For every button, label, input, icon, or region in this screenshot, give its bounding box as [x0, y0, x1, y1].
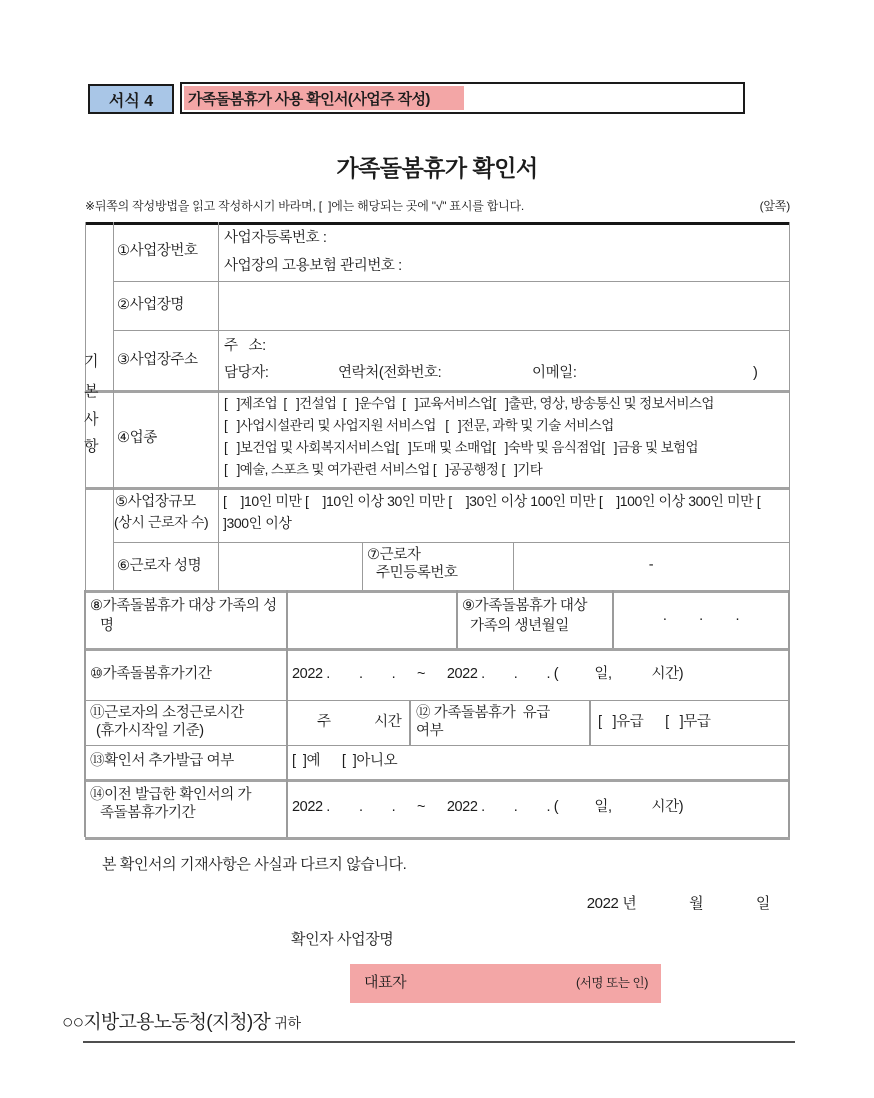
- worker-name-field[interactable]: [219, 543, 362, 589]
- form-title-highlight: [184, 86, 464, 110]
- form-number-tag: [88, 84, 174, 114]
- resident-number-field[interactable]: -: [648, 557, 654, 573]
- phone-field[interactable]: 연락처(전화번호:: [338, 365, 442, 381]
- family-member-name-field[interactable]: [288, 592, 456, 647]
- table-border: [85, 837, 790, 840]
- table-border: [85, 648, 790, 651]
- row10-label: ⑩가족돌봄휴가기간: [90, 666, 212, 682]
- instruction-note: ※뒤쪽의 작성방법을 읽고 작성하시기 바라며, [ ]에는 해당되는 곳에 "√" 표시를 합니다.: [85, 199, 525, 213]
- form-title-text: 가족돌봄휴가 사용 확인서(사업주 작성): [188, 90, 430, 108]
- additional-issue-options[interactable]: [ ]예 [ ]아니오: [292, 753, 398, 769]
- page-side-label: (앞쪽): [759, 199, 790, 213]
- employment-insurance-number-field[interactable]: 사업장의 고용보험 관리번호 :: [224, 258, 402, 274]
- row6-label: ⑥근로자 성명: [117, 558, 202, 574]
- industry-options-line2[interactable]: [ ]사업시설관리 및 사업지원 서비스업 [ ]전문, 과학 및 기술 서비스업: [224, 418, 614, 433]
- table-border: [85, 222, 86, 590]
- truth-statement: 본 확인서의 기재사항은 사실과 다르지 않습니다.: [102, 856, 407, 873]
- leave-period-field[interactable]: 2022 . . . ~ 2022 . . . ( 일, 시간): [292, 666, 684, 682]
- representative-sign-area[interactable]: [350, 964, 661, 1003]
- row7-label-line2: 주민등록번호: [376, 565, 458, 581]
- industry-options-line1[interactable]: [ ]제조업 [ ]건설업 [ ]운수업 [ ]교육서비스업[ ]출판, 영상, 방송통신 및 정보서비스업: [224, 396, 714, 411]
- bottom-rule: [83, 1041, 795, 1043]
- table-border: [113, 222, 114, 590]
- manager-field[interactable]: 담당자:: [224, 365, 269, 381]
- row9-label-line2: 가족의 생년월일: [470, 618, 569, 634]
- form-number-label: 서식 4: [108, 92, 154, 110]
- table-border: [84, 590, 86, 837]
- table-border: [456, 590, 458, 648]
- row9-label-line1: ⑨가족돌봄휴가 대상: [462, 598, 588, 614]
- section-label-char: 사: [83, 411, 99, 428]
- size-options-line1[interactable]: [ ]10인 미만 [ ]10인 이상 30인 미만 [ ]30인 이상 100인 미만 [ ]100인 이상 300인 미만 [: [223, 493, 761, 509]
- table-border: [362, 542, 363, 590]
- table-border: [113, 330, 790, 331]
- table-border: [85, 222, 790, 225]
- table-border: [589, 700, 591, 745]
- workplace-name-field[interactable]: [219, 282, 789, 329]
- row8-label-line1: ⑧가족돌봄휴가 대상 가족의 성: [90, 598, 277, 614]
- size-options-line2[interactable]: ]300인 이상: [223, 515, 292, 531]
- representative-label: 대표자: [364, 974, 407, 991]
- table-border: [85, 390, 790, 393]
- recipient-honorific: 귀하: [274, 1015, 301, 1031]
- page-title: 가족돌봄휴가 확인서: [336, 155, 538, 181]
- table-border: [218, 222, 219, 590]
- row8-label-line2: 명: [100, 618, 114, 634]
- birth-date-field[interactable]: . . .: [662, 608, 740, 624]
- row11-label-line2: (휴가시작일 기준): [96, 723, 204, 739]
- row7-label-line1: ⑦근로자: [367, 547, 421, 563]
- recipient-name: ○○지방고용노동청(지청)장: [62, 1012, 270, 1033]
- table-border: [788, 590, 790, 837]
- weekly-hours-field[interactable]: 주 시간: [317, 714, 402, 730]
- date-line[interactable]: 2022 년 월 일: [586, 895, 770, 912]
- paren-close: ): [753, 365, 758, 381]
- table-border: [409, 700, 411, 745]
- form-title-box: [180, 82, 745, 114]
- previous-leave-period-field[interactable]: 2022 . . . ~ 2022 . . . ( 일, 시간): [292, 799, 684, 815]
- table-border: [85, 745, 790, 746]
- row11-label-line1: ⑪근로자의 소정근로시간: [90, 705, 244, 721]
- row13-label: ⑬확인서 추가발급 여부: [90, 753, 234, 769]
- section-label-char: 본: [83, 383, 99, 400]
- section-label-char: 기: [83, 353, 99, 370]
- recipient-line: [62, 1007, 301, 1034]
- row5-label-line2: (상시 근로자 수): [114, 514, 209, 530]
- table-border: [85, 700, 790, 701]
- row5-label-line1: ⑤사업장규모: [115, 494, 196, 510]
- table-border: [85, 779, 790, 782]
- row3-label: ③사업장주소: [117, 352, 198, 368]
- industry-options-line4[interactable]: [ ]예술, 스포츠 및 여가관련 서비스업 [ ]공공행정 [ ]기타: [224, 462, 543, 477]
- row14-label-line1: ⑭이전 발급한 확인서의 가: [90, 787, 252, 803]
- row4-label: ④업종: [117, 430, 157, 446]
- sign-or-seal-note: (서명 또는 인): [575, 976, 648, 990]
- row12-label-line2: 여부: [416, 723, 444, 739]
- address-field[interactable]: 주 소:: [224, 338, 266, 354]
- email-field[interactable]: 이메일:: [532, 365, 577, 381]
- section-label-char: 항: [83, 438, 99, 455]
- row12-label-line1: ⑫ 가족돌봄휴가 유급: [416, 705, 550, 721]
- row14-label-line2: 족돌봄휴가기간: [100, 805, 196, 821]
- table-border: [85, 487, 790, 490]
- business-registration-number-field[interactable]: 사업자등록번호 :: [224, 230, 327, 246]
- table-border: [113, 542, 790, 543]
- confirmer-label: 확인자 사업장명: [291, 931, 394, 948]
- industry-options-line3[interactable]: [ ]보건업 및 사회복지서비스업[ ]도매 및 소매업[ ]숙박 및 음식점업[ ]금융 및 보험업: [224, 440, 698, 455]
- table-border: [789, 222, 790, 590]
- row1-label: ①사업장번호: [117, 243, 198, 259]
- paid-unpaid-options[interactable]: [ ]유급 [ ]무급: [598, 714, 711, 730]
- row2-label: ②사업장명: [117, 297, 185, 313]
